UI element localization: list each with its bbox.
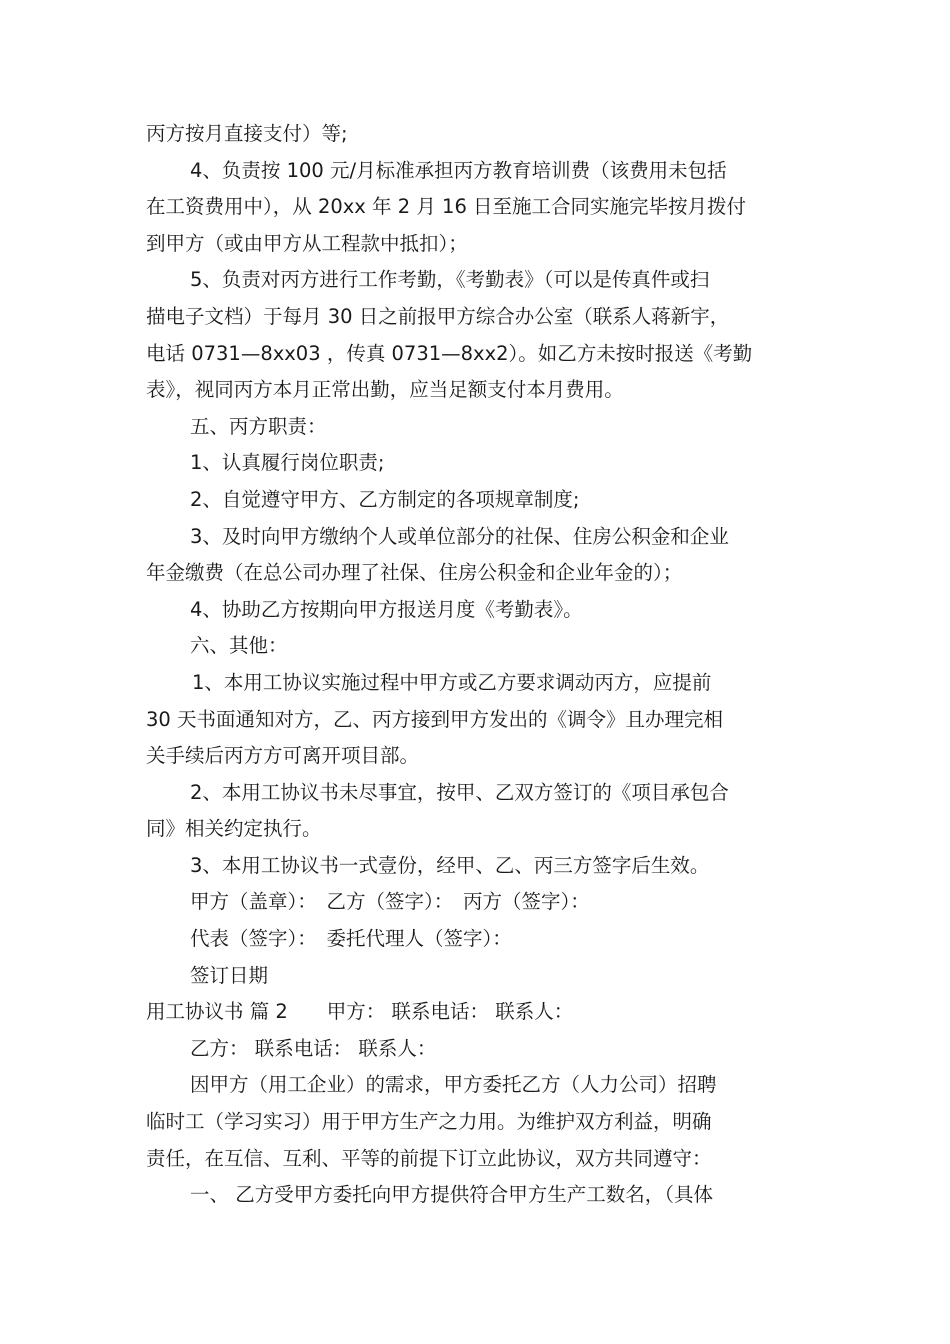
text-line: 年金缴费（在总公司办理了社保、住房公积金和企业年金的）； (146, 561, 683, 585)
text-line: 一、 乙方受甲方委托向甲方提供符合甲方生产工数名，（具体 (190, 1183, 713, 1207)
text-line: 临时工（学习实习）用于甲方生产之力用。为维护双方利益，明确 (146, 1110, 712, 1134)
text-line: 2、自觉遵守甲方、乙方制定的各项规章制度; (190, 487, 580, 511)
text-line: 2、本用工协议书未尽事宜，按甲、乙双方签订的《项目承包合 (190, 780, 729, 804)
signature-line: 甲方（盖章）： 乙方（签字）： 丙方（签字）： (190, 890, 590, 914)
text-line: 到甲方（或由甲方从工程款中抵扣）； (146, 231, 468, 255)
text-line: 表》，视同丙方本月正常出勤，应当足额支付本月费用。 (146, 378, 624, 402)
text-line: 丙方按月直接支付）等; (146, 122, 348, 145)
text-line: 因甲方（用工企业）的需求，甲方委托乙方（人力公司）招聘 (190, 1073, 717, 1097)
text-line: 描电子文档）于每月 30 日之前报甲方综合办公室（联系人蒋新宇， (146, 304, 730, 328)
signing-date: 签订日期 (190, 963, 269, 987)
text-line: 同》相关约定执行。 (146, 817, 322, 841)
text-line: 1、本用工协议实施过程中甲方或乙方要求调动丙方，应提前 (192, 670, 712, 694)
section-heading: 六、其他： (190, 634, 288, 658)
text-line: 乙方： 联系电话： 联系人： (190, 1036, 437, 1060)
text-line: 4、负责按 100 元/月标准承担丙方教育培训费（该费用未包括 (190, 158, 727, 182)
text-line: 3、及时向甲方缴纳个人或单位部分的社保、住房公积金和企业 (190, 524, 729, 548)
document-page (146, 116, 808, 1214)
text-line: 30 天书面通知对方，乙、丙方接到甲方发出的《调令》且办理完相 (146, 707, 724, 731)
text-line: 责任，在互信、互利、平等的前提下订立此协议，双方共同遵守： (146, 1146, 712, 1170)
text-line: 关手续后丙方方可离开项目部。 (146, 744, 420, 768)
text-line: 5、负责对丙方进行工作考勤，《考勤表》（可以是传真件或扫 (190, 268, 710, 292)
text-line: 4、协助乙方按期向甲方报送月度《考勤表》。 (190, 597, 583, 621)
text-line: 3、本用工协议书一式壹份，经甲、乙、丙三方签字后生效。 (190, 853, 710, 877)
signature-line: 代表（签字）： 委托代理人（签字）： (190, 927, 512, 951)
text-line: 在工资费用中），从 20xx 年 2 月 16 日至施工合同实施完毕按月拨付 (146, 195, 747, 219)
text-line: 电话 0731—8xx03 ，传真 0731—8xx2）。如乙方未按时报送《考勤 (146, 341, 753, 365)
text-line: 1、认真履行岗位职责; (190, 451, 385, 475)
section-heading: 用工协议书 篇 2 甲方： 联系电话： 联系人： (146, 1000, 574, 1024)
section-heading: 五、丙方职责： (190, 414, 327, 438)
